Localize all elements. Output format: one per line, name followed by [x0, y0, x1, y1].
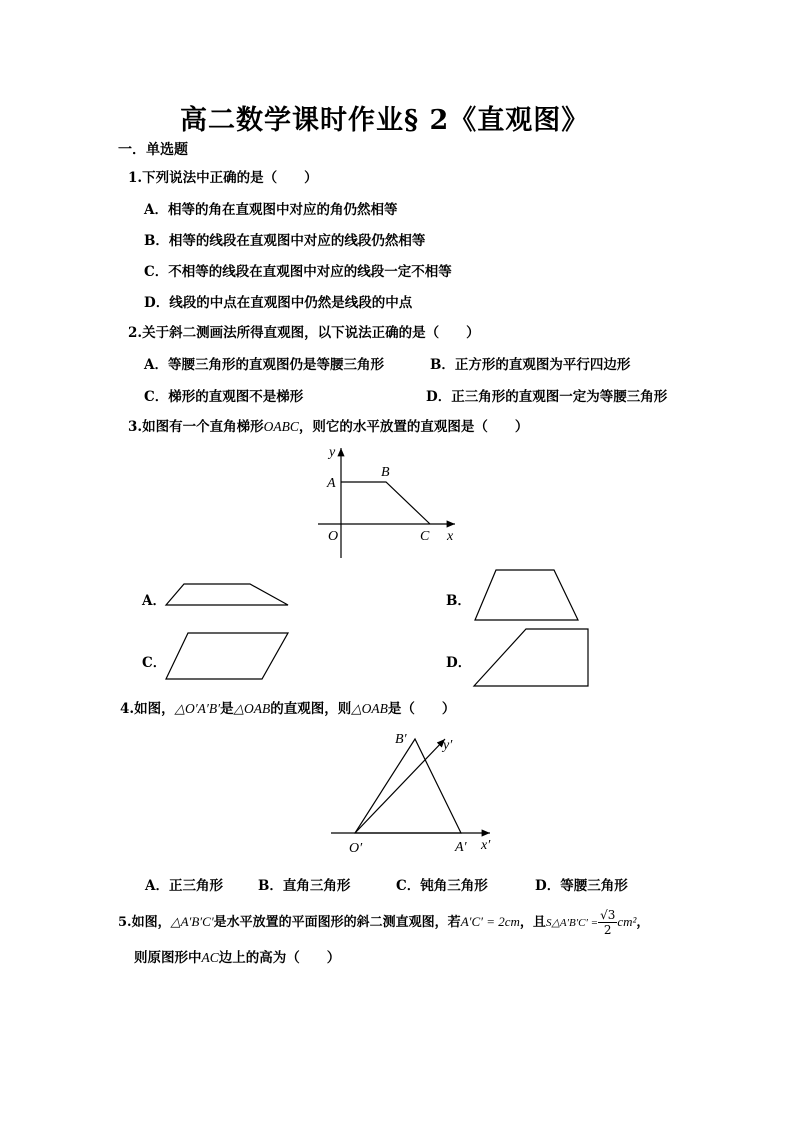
q1-option-d[interactable]: D．线段的中点在直观图中仍然是线段的中点: [144, 295, 413, 311]
q4-mid2: 的直观图，则: [270, 701, 352, 717]
q5-ac: A′C′ = 2cm: [460, 914, 520, 929]
q3-label-y: y: [329, 445, 336, 460]
q3-option-b-shape: [475, 570, 578, 620]
q5-area-symbol: S△A′B′C′ =: [545, 917, 599, 929]
section-heading: 一．单选题: [118, 142, 188, 158]
q4-option-c[interactable]: C．钝角三角形: [396, 878, 488, 894]
q3-option-c-shape: [166, 633, 288, 679]
q5-line1-mid2: ，且: [519, 915, 546, 930]
q3-option-b-figure[interactable]: [470, 565, 585, 625]
q2-option-c[interactable]: C．梯形的直观图不是梯形: [144, 389, 304, 405]
q3-option-a-shape: [166, 584, 288, 605]
q3-coordinate-figure: [300, 440, 470, 565]
q4-option-a[interactable]: A．正三角形: [145, 878, 223, 894]
q4-triangle: [355, 739, 461, 833]
q5-unit: cm²: [617, 914, 637, 929]
q3-label-c: C: [420, 529, 430, 544]
q3-stem-var: OABC: [263, 419, 299, 434]
q1-option-a[interactable]: A．相等的角在直观图中对应的角仍然相等: [144, 202, 398, 218]
q5-line2-var: AC: [201, 950, 219, 965]
q3-option-d-figure[interactable]: [470, 624, 592, 690]
q5-frac-num: √3: [600, 908, 616, 922]
q2-option-a[interactable]: A．等腰三角形的直观图仍是等腰三角形: [144, 357, 384, 373]
q4-tri3: △OAB: [351, 701, 388, 716]
q5-tri: △A′B′C′: [170, 914, 214, 929]
q4-label-x: x′: [481, 838, 491, 853]
q4-label-y: y′: [443, 738, 453, 753]
q4-stem-pre: 4.如图，: [120, 701, 175, 717]
q4-triangle-figure: [325, 725, 500, 857]
q5-line2-post: 边上的高为（ ）: [218, 950, 341, 966]
q4-y-axis: [355, 739, 445, 833]
question-2-stem: 2.关于斜二测画法所得直观图，以下说法正确的是（ ）: [128, 325, 480, 341]
q3-stem-pre: 3.如图有一个直角梯形: [128, 419, 264, 435]
q3-option-d-shape: [474, 629, 588, 686]
q4-label-o: O′: [349, 841, 363, 856]
q5-line1-end: ，: [636, 915, 650, 930]
q4-label-b: B′: [395, 732, 407, 747]
q1-option-c[interactable]: C．不相等的线段在直观图中对应的线段一定不相等: [144, 264, 452, 280]
q3-label-a: A: [327, 476, 336, 491]
q4-stem-post: 是（ ）: [387, 701, 456, 717]
q1-option-b[interactable]: B．相等的线段在直观图中对应的线段仍然相等: [144, 233, 426, 249]
q3-option-d[interactable]: D．: [446, 655, 472, 671]
q5-frac-den: 2: [603, 923, 612, 937]
q2-option-b[interactable]: B．正方形的直观图为平行四边形: [430, 357, 631, 373]
q5-line2-pre: 则原图形中: [134, 950, 202, 966]
q5-line1-mid: 是水平放置的平面图形的斜二测直观图，若: [213, 915, 461, 930]
q4-label-a: A′: [455, 840, 467, 855]
question-5-line-2: [134, 946, 340, 966]
q5-fraction: [598, 908, 617, 937]
page-title: 高二数学课时作业§ 2《直观图》: [180, 105, 590, 136]
q4-tri2: △OAB: [233, 701, 271, 716]
q2-option-d[interactable]: D．正三角形的直观图一定为等腰三角形: [426, 389, 668, 405]
q3-option-c[interactable]: C．: [142, 655, 167, 671]
q4-tri1: △O′A′B′: [174, 701, 221, 716]
q4-mid: 是: [220, 701, 234, 717]
q4-option-b[interactable]: B．直角三角形: [258, 878, 351, 894]
question-4-stem: [120, 697, 455, 717]
q5-line1-pre: 5.如图，: [118, 915, 171, 930]
question-3-stem: [128, 415, 528, 435]
q3-option-c-figure[interactable]: [160, 628, 295, 684]
q3-label-b: B: [381, 465, 390, 480]
q4-option-d[interactable]: D．等腰三角形: [535, 878, 628, 894]
q3-option-a-figure[interactable]: [160, 578, 295, 610]
q3-option-a[interactable]: A．: [142, 593, 166, 609]
question-5-line-1: [118, 908, 649, 937]
q3-stem-post: ，则它的水平放置的直观图是（ ）: [298, 419, 529, 435]
q3-trapezoid-outline: [341, 482, 430, 524]
q3-label-x: x: [447, 529, 454, 544]
q3-option-b[interactable]: B．: [446, 593, 471, 609]
question-1-stem: 1.下列说法中正确的是（ ）: [128, 170, 318, 186]
q3-label-o: O: [328, 529, 339, 544]
